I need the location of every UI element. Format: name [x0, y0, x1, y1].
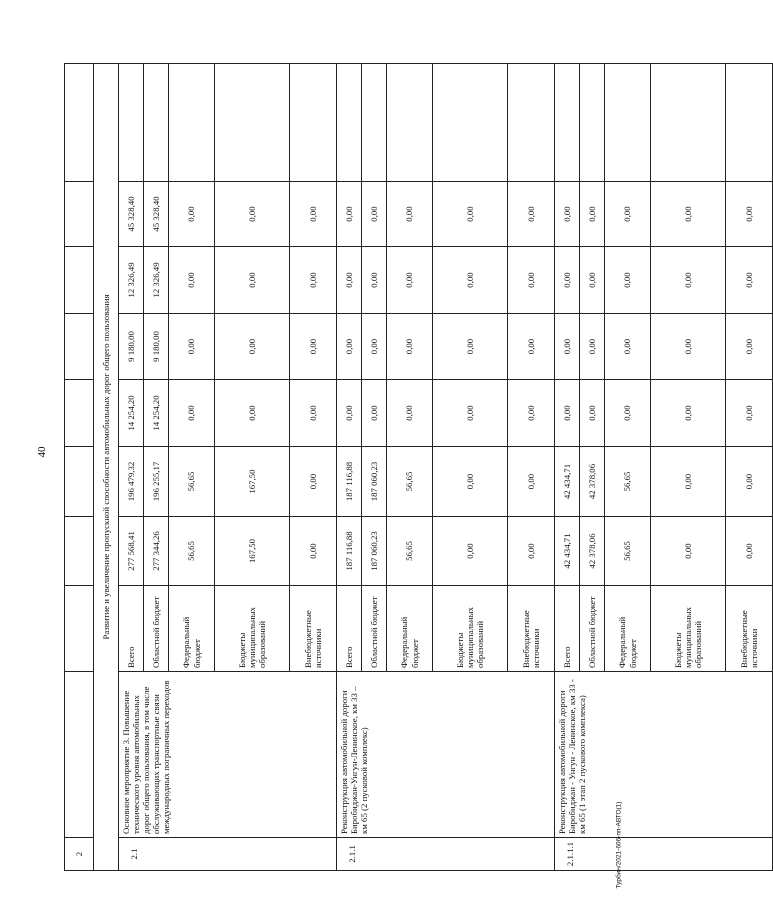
empty-cell — [337, 64, 362, 182]
amount-cell: 0,00 — [433, 380, 508, 447]
funding-source: Бюджеты муниципальных образований — [651, 586, 726, 672]
empty-cell — [215, 64, 290, 182]
header-cell — [65, 314, 94, 380]
amount-cell: 0,00 — [508, 517, 555, 586]
header-cell — [65, 517, 94, 586]
amount-cell: 0,00 — [508, 247, 555, 314]
empty-cell — [555, 64, 580, 182]
empty-cell — [726, 64, 773, 182]
funding-source: Бюджеты муниципальных образований — [215, 586, 290, 672]
amount-cell: 12 326,49 — [144, 247, 169, 314]
amount-cell: 45 328,40 — [144, 182, 169, 247]
amount-cell: 196 479,32 — [119, 447, 144, 517]
amount-cell: 187 116,88 — [337, 517, 362, 586]
amount-cell: 187 060,23 — [362, 447, 387, 517]
amount-cell: 0,00 — [387, 182, 433, 247]
empty-cell — [387, 64, 433, 182]
amount-cell: 196 255,17 — [144, 447, 169, 517]
table-row — [555, 64, 580, 871]
amount-cell: 0,00 — [605, 380, 651, 447]
amount-cell: 0,00 — [651, 314, 726, 380]
amount-cell: 56,65 — [169, 447, 215, 517]
amount-cell: 0,00 — [555, 314, 580, 380]
header-row — [65, 64, 94, 871]
amount-cell: 0,00 — [169, 182, 215, 247]
amount-cell: 56,65 — [387, 447, 433, 517]
measure-description: Основное мероприятие 3. Повышение технического уровня автомобильных дорог общего пользования, в том числе обслуживающих транспортные связи международных пограничных переходов — [119, 672, 337, 838]
amount-cell: 56,65 — [169, 517, 215, 586]
empty-cell — [508, 64, 555, 182]
empty-cell — [169, 64, 215, 182]
amount-cell: 0,00 — [215, 314, 290, 380]
amount-cell: 0,00 — [433, 247, 508, 314]
amount-cell: 0,00 — [605, 182, 651, 247]
amount-cell: 0,00 — [605, 314, 651, 380]
funding-source: Всего — [337, 586, 362, 672]
amount-cell: 0,00 — [555, 380, 580, 447]
amount-cell: 0,00 — [433, 517, 508, 586]
row-number: 2.1.1.1 — [555, 838, 773, 871]
amount-cell: 0,00 — [290, 380, 337, 447]
header-cell — [65, 380, 94, 447]
empty-cell — [433, 64, 508, 182]
amount-cell: 42 378,06 — [580, 517, 605, 586]
table-row — [337, 64, 362, 871]
funding-source: Областной бюджет — [144, 586, 169, 672]
header-cell — [65, 182, 94, 247]
amount-cell: 0,00 — [433, 447, 508, 517]
amount-cell: 0,00 — [605, 247, 651, 314]
header-cell — [65, 586, 94, 672]
amount-cell: 14 254,20 — [144, 380, 169, 447]
amount-cell: 0,00 — [387, 247, 433, 314]
page-number: 40 — [36, 446, 48, 458]
empty-cell — [144, 64, 169, 182]
empty-cell — [362, 64, 387, 182]
amount-cell: 0,00 — [362, 247, 387, 314]
amount-cell: 0,00 — [555, 182, 580, 247]
amount-cell: 0,00 — [337, 182, 362, 247]
amount-cell: 56,65 — [605, 517, 651, 586]
header-cell — [65, 64, 94, 182]
amount-cell: 0,00 — [555, 247, 580, 314]
amount-cell: 0,00 — [726, 314, 773, 380]
amount-cell: 0,00 — [362, 182, 387, 247]
empty-cell — [605, 64, 651, 182]
amount-cell: 42 378,06 — [580, 447, 605, 517]
amount-cell: 45 328,40 — [119, 182, 144, 247]
funding-source: Областной бюджет — [362, 586, 387, 672]
amount-cell: 0,00 — [215, 380, 290, 447]
amount-cell: 0,00 — [169, 314, 215, 380]
section-row — [94, 64, 119, 871]
footer-doc-id: Турбин/2021-606-пп-АВТО(1) — [615, 801, 623, 889]
amount-cell: 0,00 — [337, 314, 362, 380]
funding-source: Внебюджетные источники — [508, 586, 555, 672]
header-cell — [65, 247, 94, 314]
amount-cell: 12 326,49 — [119, 247, 144, 314]
amount-cell: 0,00 — [651, 380, 726, 447]
amount-cell: 42 434,71 — [555, 447, 580, 517]
amount-cell: 0,00 — [580, 247, 605, 314]
funding-source: Федеральный бюджет — [605, 586, 651, 672]
amount-cell: 14 254,20 — [119, 380, 144, 447]
amount-cell: 0,00 — [433, 314, 508, 380]
amount-cell: 0,00 — [290, 182, 337, 247]
amount-cell: 56,65 — [605, 447, 651, 517]
amount-cell: 0,00 — [726, 182, 773, 247]
rotated-page — [64, 64, 759, 871]
funding-source: Федеральный бюджет — [387, 586, 433, 672]
empty-cell — [651, 64, 726, 182]
measure-description: Реконструкция автомобильной дороги Биробиджан - Унгун - Ленинское, км 33 - км 65 (1 этап 2 пускового комплекса) — [555, 672, 773, 838]
funding-source: Внебюджетные источники — [290, 586, 337, 672]
amount-cell: 187 116,88 — [337, 447, 362, 517]
amount-cell: 0,00 — [362, 314, 387, 380]
amount-cell: 9 180,00 — [119, 314, 144, 380]
funding-source: Бюджеты муниципальных образований — [433, 586, 508, 672]
amount-cell: 0,00 — [290, 314, 337, 380]
empty-cell — [580, 64, 605, 182]
empty-cell — [119, 64, 144, 182]
amount-cell: 0,00 — [337, 247, 362, 314]
amount-cell: 42 434,71 — [555, 517, 580, 586]
amount-cell: 0,00 — [580, 314, 605, 380]
amount-cell: 167,50 — [215, 447, 290, 517]
table-row — [119, 64, 144, 871]
amount-cell: 0,00 — [290, 447, 337, 517]
amount-cell: 0,00 — [215, 182, 290, 247]
funding-table — [64, 63, 773, 871]
amount-cell: 0,00 — [362, 380, 387, 447]
amount-cell: 0,00 — [169, 380, 215, 447]
amount-cell: 0,00 — [508, 182, 555, 247]
amount-cell: 0,00 — [387, 314, 433, 380]
row-number: 2.1.1 — [337, 838, 555, 871]
amount-cell: 0,00 — [169, 247, 215, 314]
amount-cell: 9 180,00 — [144, 314, 169, 380]
funding-source: Всего — [555, 586, 580, 672]
amount-cell: 277 344,26 — [144, 517, 169, 586]
header-cell — [65, 447, 94, 517]
amount-cell: 167,50 — [215, 517, 290, 586]
amount-cell: 0,00 — [508, 380, 555, 447]
measure-description: Реконструкция автомобильной дороги Биробиджан-Унгун-Ленинское, км 33 – км 65 (2 пусковой комплекс) — [337, 672, 555, 838]
header-cell — [65, 672, 94, 838]
amount-cell: 0,00 — [580, 182, 605, 247]
amount-cell: 0,00 — [290, 247, 337, 314]
amount-cell: 0,00 — [726, 517, 773, 586]
amount-cell: 0,00 — [651, 182, 726, 247]
amount-cell: 0,00 — [433, 182, 508, 247]
amount-cell: 187 060,23 — [362, 517, 387, 586]
section-title: Развитие и увеличение пропускной способности автомобильных дорог общего пользования — [94, 64, 119, 871]
amount-cell: 0,00 — [651, 447, 726, 517]
amount-cell: 277 568,41 — [119, 517, 144, 586]
header-cell-num: 2 — [65, 838, 94, 871]
amount-cell: 0,00 — [580, 380, 605, 447]
amount-cell: 0,00 — [651, 247, 726, 314]
amount-cell: 0,00 — [215, 247, 290, 314]
funding-source: Областной бюджет — [580, 586, 605, 672]
funding-source: Всего — [119, 586, 144, 672]
amount-cell: 0,00 — [651, 517, 726, 586]
amount-cell: 0,00 — [726, 247, 773, 314]
amount-cell: 0,00 — [726, 447, 773, 517]
amount-cell: 0,00 — [726, 380, 773, 447]
amount-cell: 0,00 — [508, 314, 555, 380]
amount-cell: 0,00 — [337, 380, 362, 447]
funding-source: Внебюджетные источники — [726, 586, 773, 672]
row-number: 2.1 — [119, 838, 337, 871]
amount-cell: 0,00 — [387, 380, 433, 447]
amount-cell: 0,00 — [290, 517, 337, 586]
amount-cell: 0,00 — [508, 447, 555, 517]
empty-cell — [290, 64, 337, 182]
funding-source: Федеральный бюджет — [169, 586, 215, 672]
amount-cell: 56,65 — [387, 517, 433, 586]
